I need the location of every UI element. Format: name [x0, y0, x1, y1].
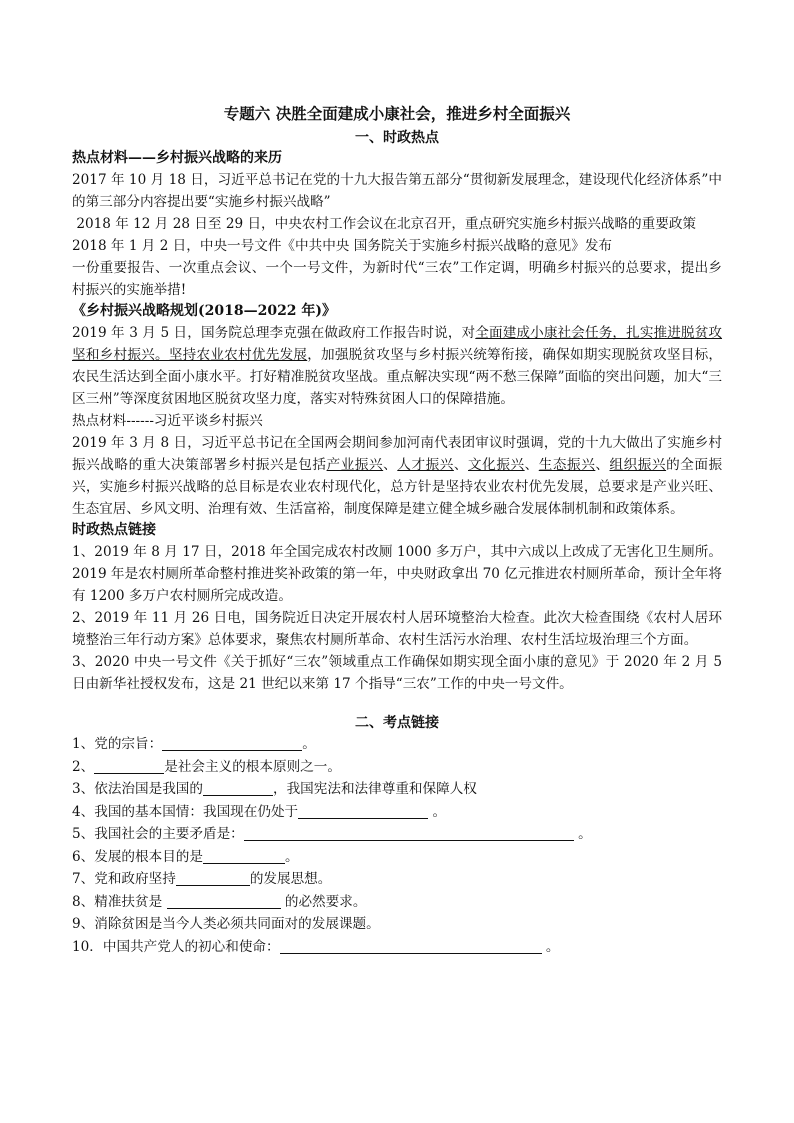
question-5	[72, 823, 722, 846]
question-1	[72, 733, 722, 756]
q2-blank[interactable]	[94, 758, 164, 774]
q3-text: 3、依法治国是我国的	[72, 781, 203, 797]
q6-post: 。	[285, 848, 299, 865]
q8-blank[interactable]	[167, 893, 281, 909]
q1-post: 。	[302, 736, 316, 752]
q10-post: 。	[541, 938, 560, 955]
q6-blank[interactable]	[203, 848, 285, 864]
q10-blank[interactable]	[280, 938, 542, 954]
report-text-a: 2019 年 3 月 5 日，国务院总理李克强在做政府工作报告时说，对	[72, 325, 476, 341]
q7-blank[interactable]	[176, 870, 250, 886]
question-3	[72, 778, 722, 801]
q3-blank[interactable]	[203, 780, 273, 796]
question-4	[72, 801, 722, 824]
q4-blank[interactable]	[298, 803, 428, 819]
xi-underlined-2: 人才振兴	[397, 457, 454, 473]
q7-post: 的发展思想。	[249, 871, 332, 887]
xi-underlined-1: 产业振兴	[326, 457, 384, 473]
section-heading-exam-points: 二、考点链接	[355, 715, 439, 731]
question-2	[72, 756, 722, 779]
material-heading-origin: 热点材料——乡村振兴战略的来历	[72, 150, 282, 166]
paragraph-2019-report	[72, 322, 722, 410]
report-underlined: 全面建成小康社会任务，扎实推进脱贫攻坚和乡村振兴。坚持农业农村优先发展	[72, 325, 723, 363]
links-heading: 时政热点链接	[72, 522, 156, 538]
paragraph-2017: 2017 年 10 月 18 日，习近平总书记在党的十九大报告第五部分“贯彻新发展理念，建设现代化经济体系”中的第三部分内容提出要“实施乡村振兴战略”	[72, 172, 722, 210]
q9-text: 9、消除贫困是当今人类必须共同面对的发展课题。	[72, 916, 380, 932]
q1-blank[interactable]	[162, 735, 302, 751]
q10-text: 10．中国共产党人的初心和使命：	[72, 938, 280, 955]
xi-sep-3: 、	[524, 457, 539, 473]
report-text-b: ，加强脱贫攻坚与乡村振兴统筹衔接，确保如期实现脱贫攻坚目标，农民生活达到全面小康水平。打好精准脱贫攻坚战。重点解决实现“两不愁三保障”面临的突出问题，加大“三区三州”等深度贫困地区脱贫攻坚力度，落实对特殊贫困人口的保障措施。	[72, 347, 723, 407]
question-10	[72, 936, 722, 959]
q3-post: ，我国宪法和法律尊重和保障人权	[273, 781, 477, 797]
q5-post: 。	[573, 826, 592, 842]
q1-text: 1、党的宗旨：	[72, 736, 163, 752]
question-6	[72, 846, 722, 869]
xi-underlined-5: 组织振兴	[609, 457, 667, 473]
q2-post: 是社会主义的根本原则之一。	[164, 758, 341, 775]
xi-sep-1: 、	[383, 457, 398, 473]
paragraph-2018-document: 2018 年 1 月 2 日，中央一号文件《中共中央 国务院关于实施乡村振兴战略的意见》发布	[72, 238, 613, 254]
q4-post: 。	[428, 803, 447, 820]
question-9	[72, 913, 722, 936]
q8-text: 8、精准扶贫是	[72, 893, 167, 910]
paragraph-summary: 一份重要报告、一次重点会议、一个一号文件，为新时代“三农”工作定调，明确乡村振兴的总要求，提出乡村振兴的实施举措!	[72, 260, 722, 298]
plan-heading: 《乡村振兴战略规划(2018—2022 年)》	[72, 303, 337, 319]
link-item-2: 2、2019 年 11 月 26 日电，国务院近日决定开展农村人居环境整治大检查。此次大检查围绕《农村人居环境整治三年行动方案》总体要求，聚焦农村厕所革命、农村生活污水治理、农村生活垃圾治理三个方面。	[72, 610, 722, 648]
q5-blank[interactable]	[244, 825, 574, 841]
q8-post: 的必然要求。	[280, 893, 367, 910]
question-8	[72, 891, 722, 914]
section-heading-hot-topics: 一、时政热点	[355, 130, 439, 146]
q7-text: 7、党和政府坚持	[72, 871, 176, 887]
xi-sep-2: 、	[453, 457, 469, 473]
document-page	[72, 104, 722, 958]
q6-text: 6、发展的根本目的是	[72, 848, 203, 865]
document-title: 专题六 决胜全面建成小康社会，推进乡村全面振兴	[223, 104, 571, 123]
paragraph-2019-xi	[72, 432, 722, 520]
xi-text-b: 的全面振兴，实施乡村振兴战略的总目标是农业农村现代化，总方针是坚持农业农村优先发展，总要求是产业兴旺、生态宜居、乡风文明、治理有效、生活富裕，制度保障是建立健全城乡融合发展体制机制和政策体系。	[72, 457, 723, 517]
question-7	[72, 868, 722, 891]
xi-sep-4: 、	[595, 457, 610, 473]
q4-text: 4、我国的基本国情：我国现在仍处于	[72, 803, 299, 820]
xi-text-a: 2019 年 3 月 8 日，习近平总书记在全国两会期间参加河南代表团审议时强调，党的十九大做出了实施乡村振兴战略的重大决策部署乡村振兴是包括	[72, 435, 722, 473]
paragraph-2018-conference: 2018 年 12 月 28 日至 29 日，中央农村工作会议在北京召开，重点研究实施乡村振兴战略的重要政策	[72, 216, 697, 232]
q5-text: 5、我国社会的主要矛盾是：	[72, 826, 244, 842]
q2-text: 2、	[72, 758, 95, 775]
link-item-1: 1、2019 年 8 月 17 日，2018 年全国完成农村改厕 1000 多万户，其中六成以上改成了无害化卫生厕所。2019 年是农村厕所革命整村推进奖补政策的第一年，中央财政拿出 70 亿元推进农村厕所革命，预计全年将有 1200 多万户农村厕所完成改造。	[72, 544, 722, 604]
link-item-3: 3、2020 中央一号文件《关于抓好“三农”领域重点工作确保如期实现全面小康的意见》于 2020 年 2 月 5 日由新华社授权发布，这是 21 世纪以来第 17 个指导“三农”工作的中央一号文件。	[72, 654, 722, 692]
material-heading-xi: 热点材料------习近平谈乡村振兴	[72, 413, 263, 429]
xi-underlined-3: 文化振兴	[468, 457, 525, 473]
xi-underlined-4: 生态振兴	[538, 457, 596, 473]
